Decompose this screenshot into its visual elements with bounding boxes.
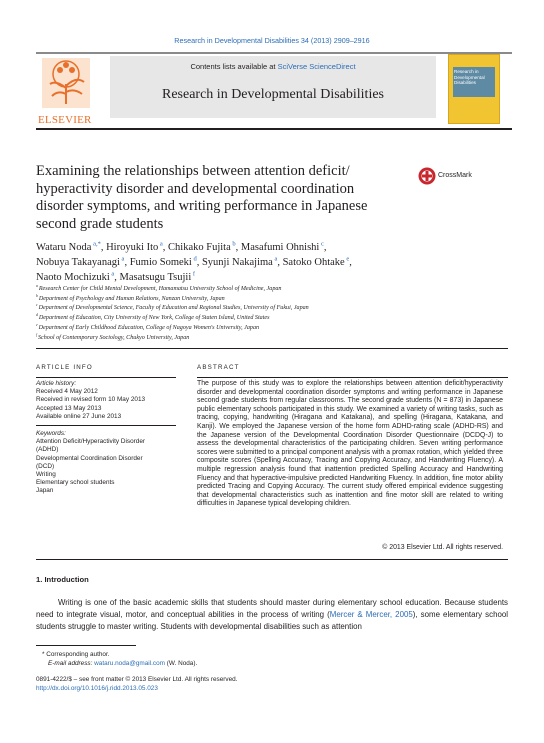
crossmark-label: CrossMark xyxy=(438,172,472,179)
article-info-panel xyxy=(36,380,176,496)
header-top-rule xyxy=(36,52,512,54)
author-name[interactable]: Naoto Mochizuki xyxy=(36,272,110,284)
doi-link[interactable]: http://dx.doi.org/10.1016/j.ridd.2013.05.023 xyxy=(36,684,158,692)
crossmark-badge[interactable] xyxy=(418,167,498,187)
intro-text-before: Writing is one of the basic academic skills that students should master during elementary school education. Because students need to integrate visual, motor, and conceptual abilities in the process of writing ( xyxy=(36,598,508,620)
history-item: Received 4 May 2012 xyxy=(36,388,98,396)
affiliation-item xyxy=(36,322,506,337)
cover-text: Research in Developmental Disabilities xyxy=(454,69,485,85)
affiliation-item xyxy=(36,293,506,308)
author-name[interactable]: Masatsugu Tsujii xyxy=(119,272,192,284)
article-title: Examining the relationships between attention deficit/ hyperactivity disorder and developmental coordination disorder symptoms, and writing performance in Japanese second grade students xyxy=(36,163,368,232)
author-list xyxy=(36,240,506,286)
journal-header xyxy=(36,52,512,130)
keyword-item[interactable]: (DCD) xyxy=(36,462,55,470)
sciencedirect-link[interactable]: SciVerse ScienceDirect xyxy=(277,62,356,71)
journal-banner xyxy=(110,56,436,118)
author-name[interactable]: Satoko Ohtake xyxy=(282,257,345,269)
author-affiliation-mark[interactable]: c xyxy=(319,240,324,248)
history-item: Available online 27 June 2013 xyxy=(36,412,122,420)
affiliation-item xyxy=(36,314,506,324)
contents-prefix: Contents lists available at xyxy=(190,62,278,71)
introduction-paragraph xyxy=(36,597,508,634)
author-name[interactable]: Nobuya Takayanagi xyxy=(36,257,120,269)
header-bottom-rule xyxy=(36,128,512,130)
author-affiliation-mark[interactable]: f xyxy=(191,270,196,278)
author-affiliation-mark[interactable]: e xyxy=(344,255,350,263)
author-name[interactable]: Fumio Someki xyxy=(129,257,192,269)
footnote-rule xyxy=(36,645,136,646)
journal-cover-image[interactable] xyxy=(448,54,500,124)
affiliation-text: Department of Developmental Science, Faculty of Education and Regional Studies, University of Fukui, Japan xyxy=(38,305,309,312)
footnote xyxy=(36,650,336,668)
history-label: Article history: xyxy=(36,380,77,387)
article-info-rule xyxy=(36,377,176,378)
keywords-rule xyxy=(36,425,176,426)
keyword-item[interactable]: Developmental Coordination Disorder xyxy=(36,454,143,462)
affiliation-text: School of Contemporary Sociology, Chukyo University, Japan xyxy=(38,334,190,341)
author-affiliation-mark[interactable]: a,* xyxy=(91,240,101,248)
affiliation-rule xyxy=(36,348,508,349)
affiliation-text: Department of Education, City University of New York, College of Staten Island, United States xyxy=(38,315,270,322)
affiliation-list xyxy=(36,285,506,343)
intro-text-after: ), some elementary school students struggle to master writing. Students with developmental disabilities such as attention xyxy=(36,610,508,632)
keyword-item[interactable]: Attention Deficit/Hyperactivity Disorder xyxy=(36,438,146,446)
citation-link[interactable]: Mercer & Mercer, 2005 xyxy=(329,610,413,620)
abstract-bottom-rule xyxy=(36,559,508,560)
author-affiliation-mark[interactable]: a xyxy=(109,270,115,278)
author-separator: , xyxy=(349,257,352,269)
journal-title[interactable]: Research in Developmental Disabilities xyxy=(162,87,384,102)
author-separator: , xyxy=(277,257,283,269)
affiliation-text: Department of Early Childhood Education, College of Nagoya Women's University, Japan xyxy=(38,324,260,331)
issn-line: 0891-4222/$ – see front matter © 2013 Elsevier Ltd. All rights reserved. xyxy=(36,676,238,683)
corresponding-author-note: * Corresponding author. xyxy=(42,651,110,658)
email-line xyxy=(36,659,336,668)
history-item: Accepted 13 May 2013 xyxy=(36,404,102,412)
affiliation-item xyxy=(36,285,506,295)
introduction-heading: 1. Introduction xyxy=(36,575,89,584)
email-label: E-mail address: xyxy=(48,660,95,667)
author-separator: , xyxy=(235,242,241,253)
history-list xyxy=(36,388,176,421)
abstract-text: The purpose of this study was to explore the relationships between attention deficit/hyperactivity disorder and developmental coordination disorder symptoms and writing performance in Japanese second grade students from regular classrooms. The second grade students (N = 873) in Japanese public elementary schools participated in this study. We examined a variety of writing tasks, such as tracing, copying, handwriting (Hiragana and Katakana), and spelling (Hiragana, Katakana, and Kanji). We employed the Japanese version of the home form ADHD-rating scale (ADHD-RS) and the Japanese version of the Developmental Coordination Disorder Questionnaire (DCDQ-J) to assess the developmental characteristics of the participating children. Seven writing performance scores were submitted to a principal component analysis with a promax rotation, which yielded three composite scores (Spelling Accuracy, Tracing and Copying Accuracy, and Handwriting Fluency). A multiple regression analysis found that inattention predicted Spelling Accuracy and Handwriting Fluency and that hyperactive-impulsive predicted Handwriting Fluency. In addition, fine motor ability predicted Tracing and Copying Accuracy. The current study offered empirical evidence suggesting that developmental characteristics such as inattention and fine motor skill are related to writing difficulties in Japanese typical developing children. xyxy=(197,380,503,508)
abstract-copyright: © 2013 Elsevier Ltd. All rights reserved. xyxy=(382,544,503,551)
abstract-rule xyxy=(197,377,508,378)
author-separator: , xyxy=(114,272,120,284)
affiliation-text: Research Center for Child Mental Development, Hamamatsu University School of Medicine, Japan xyxy=(38,286,282,292)
contents-line xyxy=(110,62,436,71)
author-separator: , xyxy=(124,257,130,269)
author-name[interactable]: Syunji Nakajima xyxy=(201,257,273,269)
author-separator: , xyxy=(323,242,327,253)
author-affiliation-mark[interactable]: a xyxy=(272,255,278,263)
issn-block xyxy=(36,676,508,694)
author-affiliation-mark[interactable]: a xyxy=(119,255,125,263)
article-info-heading: ARTICLE INFO xyxy=(36,364,93,371)
author-separator: , xyxy=(162,242,169,253)
history-item: Received in revised form 10 May 2013 xyxy=(36,396,146,404)
crossmark-icon xyxy=(418,167,436,185)
author-separator: , xyxy=(196,257,202,269)
affiliation-key: c xyxy=(36,303,39,308)
elsevier-tree-icon xyxy=(38,54,94,112)
affiliation-key: a xyxy=(36,283,39,288)
author-name[interactable]: Chikako Fujita xyxy=(168,242,231,253)
affiliation-item xyxy=(36,334,506,344)
affiliation-key: e xyxy=(36,322,39,327)
journal-reference[interactable]: Research in Developmental Disabilities 34 (2013) 2909–2916 xyxy=(174,36,370,45)
author-affiliation-mark[interactable]: d xyxy=(191,255,197,263)
keyword-item[interactable]: (ADHD) xyxy=(36,446,59,454)
author-affiliation-mark[interactable]: b xyxy=(230,240,236,248)
affiliation-item xyxy=(36,304,506,314)
keyword-item[interactable]: Elementary school students xyxy=(36,479,115,487)
affiliation-text: Department of Psychology and Human Relations, Nanzan University, Japan xyxy=(38,295,225,302)
keywords-label: Keywords: xyxy=(36,430,66,438)
elsevier-logo[interactable] xyxy=(38,54,94,126)
email-suffix: (W. Noda). xyxy=(164,660,198,667)
affiliation-key: d xyxy=(36,313,39,318)
affiliation-key: b xyxy=(36,293,39,298)
author-name[interactable]: Masafumi Ohnishi xyxy=(240,242,320,253)
affiliation-key: f xyxy=(36,332,38,337)
keywords-list xyxy=(36,438,176,495)
author-name[interactable]: Wataru Noda xyxy=(36,242,92,253)
keyword-item[interactable]: Writing xyxy=(36,471,56,479)
abstract-heading: ABSTRACT xyxy=(197,364,240,371)
email-link[interactable]: wataru.noda@gmail.com xyxy=(94,660,165,667)
author-separator: , xyxy=(100,242,107,253)
author-affiliation-mark[interactable]: a xyxy=(158,240,163,248)
keyword-item[interactable]: Japan xyxy=(36,487,54,495)
author-name[interactable]: Hiroyuki Ito xyxy=(106,242,159,253)
publisher-logo-text: ELSEVIER xyxy=(38,114,92,126)
